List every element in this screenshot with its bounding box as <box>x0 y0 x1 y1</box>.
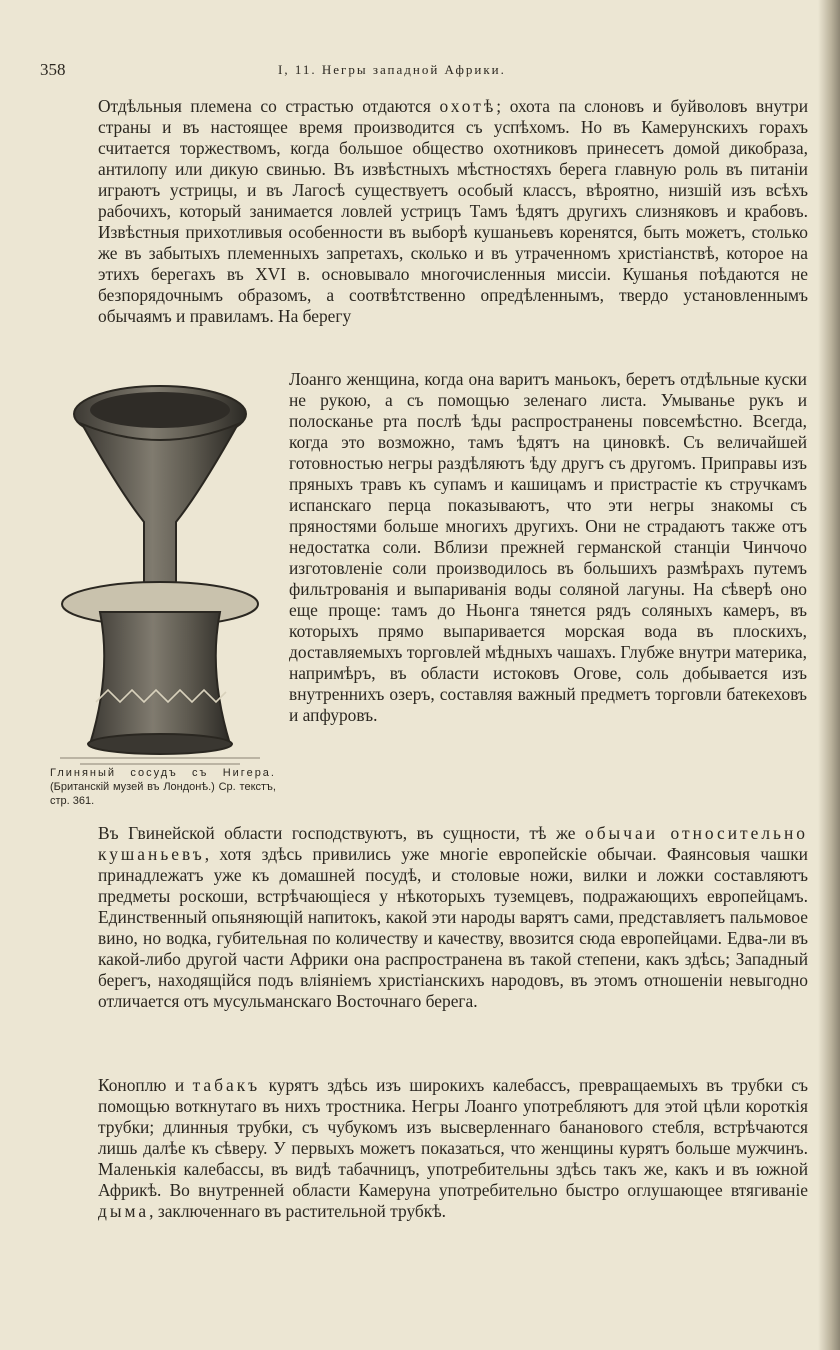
paragraph-mid: курятъ здѣсь изъ широкихъ калебассъ, превращаемыхъ въ трубки съ помощью воткнутаго въ нихъ тростника. Негры Лоанго употребляютъ для этой цѣли короткія трубки; длинныя трубки, съ чубукомъ изъ высверленнаго бананового стебля, встрѣчаются лишь далѣе къ сѣверу. У первыхъ можетъ показаться, что женщины курятъ больше мужчинъ. Маленькія калебассы, въ видѣ табачницъ, употребительны здѣсь такъ же, какъ и въ южной Африкѣ. Во внутренней области Камеруна употребительно быстро оглушающее втягиваніе <box>98 1075 808 1200</box>
page-number: 358 <box>40 60 66 79</box>
paragraph-wrap-column <box>289 369 807 726</box>
emphasis-customs: обычаи относительно кушаньевъ <box>98 823 808 864</box>
paragraph-tobacco <box>52 1075 808 1222</box>
paragraph-hunting <box>52 96 808 327</box>
paragraph-lead: Въ Гвинейской области господствуютъ, въ сущности, тѣ же <box>98 823 585 843</box>
page-header <box>40 60 800 84</box>
paragraph-text <box>52 823 808 1012</box>
emphasis-hunting: охотѣ <box>439 96 497 116</box>
figure-caption <box>50 766 276 808</box>
paragraph-wrap-text: Лоанго женщина, когда она варитъ маньокъ, беретъ отдѣльные куски не рукою, а съ помощью зеленаго листа. Умыванье рукъ и полосканье рта послѣ ѣды распространены повсемѣстно. Всегда, когда это возможно, тамъ ѣдятъ на циновкѣ. Съ величайшей готовностью негры раздѣляютъ ѣду другъ съ другомъ. Приправы изъ пряныхъ травъ къ супамъ и кашицамъ и пристрастіе къ стручкамъ испанскаго перца показываютъ, что эти негры знакомы съ пряностями больше многихъ другихъ. Они не страдаютъ также отъ недостатка соли. Вблизи прежней германской станціи Чинчочо изготовленіе соли производилось въ большихъ размѣрахъ путемъ фильтрованія и выпариванія воды соляной лагуны. На сѣверѣ оно еще проще: тамъ до Ньонга тянется рядъ соляныхъ камеръ, въ которыхъ прямо выпаривается морская вода въ плоскихъ, доставляемыхъ торговлей мѣдныхъ чашахъ. Глубже внутри материка, напримѣръ, въ области истоковъ Огове, соль добывается изъ внутреннихъ озеръ, составляя важный предметъ торговли батекеховъ и апфуровъ. <box>289 369 807 725</box>
paragraph-text <box>52 96 808 327</box>
emphasis-tobacco: табакъ <box>192 1075 261 1095</box>
paragraph-lead: Отдѣльныя племена со страстью отдаются <box>98 96 440 116</box>
figure-clay-vessel <box>60 372 260 772</box>
paragraph-text <box>52 1075 808 1222</box>
emphasis-smoke: дыма <box>98 1201 150 1221</box>
caption-rest: (Британскій музей въ Лондонѣ.) Ср. текстъ, стр. 361. <box>50 781 276 807</box>
paragraph-lead: Коноплю и <box>98 1075 193 1095</box>
paragraph-end: , заключеннаго въ растительной трубкѣ. <box>149 1201 446 1221</box>
caption-lead: Глиняный сосудъ съ Нигера. <box>50 767 276 779</box>
page-edge-shadow <box>818 0 840 1350</box>
paragraph-guinea <box>52 823 808 1012</box>
running-head: I, 11. Негры западной Африки. <box>278 62 506 77</box>
paragraph-rest: , хотя здѣсь привились уже многіе европейскіе обычаи. Фаянсовыя чашки принадлежатъ уже къ домашней посудѣ, и столовые ножи, вилки и ложки составляютъ предметы роскоши, встрѣчающіеся у нѣкоторыхъ туземцевъ, подражающихъ европейцамъ. Единственный опьяняющій напитокъ, какой эти народы варятъ сами, представляетъ пальмовое вино, но водка, губительная по количеству и качеству, ввозится сюда европейцами. Едва-ли въ какой-либо другой части Африки она распространена въ такой степени, какъ здѣсь; Западный берегъ, находящійся подъ вліяніемъ христіанскихъ народовъ, въ этомъ отношеніи невыгодно отличается отъ мусульманскаго Восточнаго берега. <box>98 844 808 1011</box>
clay-vessel-icon <box>60 372 260 772</box>
paragraph-rest: ; охота па слоновъ и буйволовъ внутри страны и въ настоящее время производится съ успѣхомъ. Но въ Камерунскихъ горахъ считается торжествомъ, когда большое общество охотниковъ принесетъ домой дикобраза, антилопу или дикую свинью. Въ извѣстныхъ мѣстностяхъ берега главную роль въ питаніи играютъ устрицы, и въ Лагосѣ существуетъ особый классъ, вѣроятно, низшій изъ всѣхъ рабочихъ, который занимается ловлей устрицъ Тамъ ѣдятъ другихъ слизняковъ и крабовъ. Извѣстныя прихотливыя особенности въ выборѣ кушаньевъ коренятся, быть можетъ, столько же въ забытыхъ племенныхъ запретахъ, сколько и въ утраченномъ христіанствѣ, которое на этихъ берегахъ въ XVI в. основывало многочисленныя миссіи. Кушанья поѣдаются не безпорядочнымъ образомъ, а соотвѣтственно опредѣленнымъ, твердо установленнымъ обычаямъ и правиламъ. На берегу <box>98 96 808 326</box>
